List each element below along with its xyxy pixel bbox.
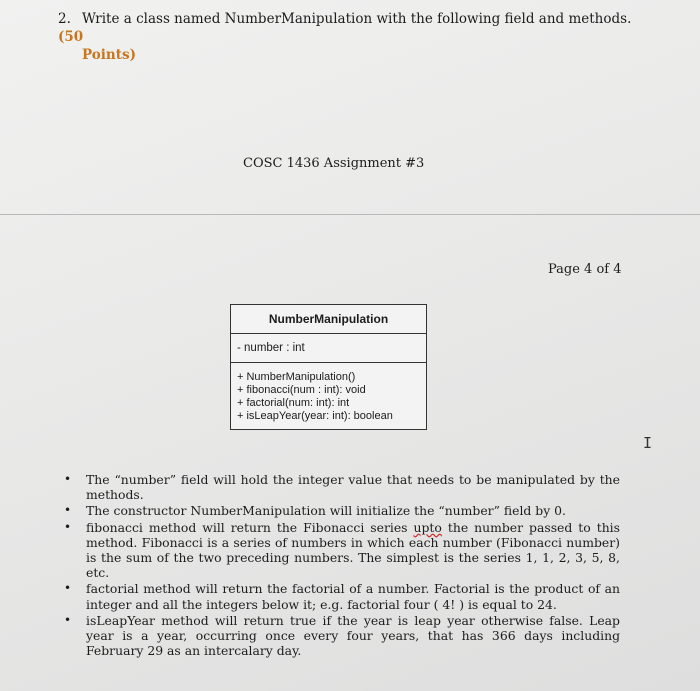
list-item xyxy=(60,472,620,502)
bullet-icon: • xyxy=(64,503,72,518)
uml-class-name: NumberManipulation xyxy=(231,305,426,334)
page-number: Page 4 of 4 xyxy=(548,262,622,277)
uml-method: + fibonacci(num : int): void xyxy=(237,384,366,396)
points-part2: Points) xyxy=(82,47,136,63)
uml-method: + isLeapYear(year: int): boolean xyxy=(237,410,393,422)
requirements-list xyxy=(60,472,620,659)
text-cursor-icon: I xyxy=(643,434,653,452)
uml-method: + NumberManipulation() xyxy=(237,371,356,383)
uml-field: - number : int xyxy=(237,342,305,354)
bullet-icon: • xyxy=(64,581,72,596)
list-item xyxy=(60,503,620,518)
bullet-text: The constructor NumberManipulation will initialize the “number” field by 0. xyxy=(86,503,566,519)
question-heading xyxy=(58,10,658,64)
bullet-icon: • xyxy=(64,472,72,486)
bullet-text: the number passed to this method. Fibonacci is a series of numbers in which each number (Fibonacci number) is the sum of the two preceding numbers. The simplest is the series 1, 1, 2, 3, 5, 8, etc. xyxy=(86,519,620,581)
question-number: 2. xyxy=(58,11,71,27)
course-title: COSC 1436 Assignment #3 xyxy=(243,156,425,171)
bullet-text: fibonacci method will return the Fibonacci series xyxy=(86,519,414,535)
list-item xyxy=(60,520,620,581)
question-text: Write a class named NumberManipulation with the following field and methods. xyxy=(82,11,632,27)
bullet-text: factorial method will return the factorial of a number. Factorial is the product of an integer and all the integers below it; e.g. factorial four ( 4! ) is equal to 24. xyxy=(86,581,620,612)
bullet-text: The “number” field will hold the integer value that needs to be manipulated by the methods. xyxy=(86,472,620,503)
uml-fields-section xyxy=(231,334,426,363)
uml-method: + factorial(num: int): int xyxy=(237,397,350,409)
spellcheck-word: upto xyxy=(413,519,442,535)
list-item xyxy=(60,581,620,611)
list-item xyxy=(60,613,620,659)
uml-class-diagram xyxy=(230,304,427,430)
bullet-icon: • xyxy=(64,612,72,627)
bullet-text: isLeapYear method will return true if the year is leap year otherwise false. Leap year is a year, occurring once every four years, that has 366 days including February 29 as an intercalary day. xyxy=(86,612,620,659)
points-part1: (50 xyxy=(58,29,84,45)
bullet-icon: • xyxy=(64,519,72,534)
uml-methods-section xyxy=(231,363,426,429)
page-divider xyxy=(0,214,700,215)
